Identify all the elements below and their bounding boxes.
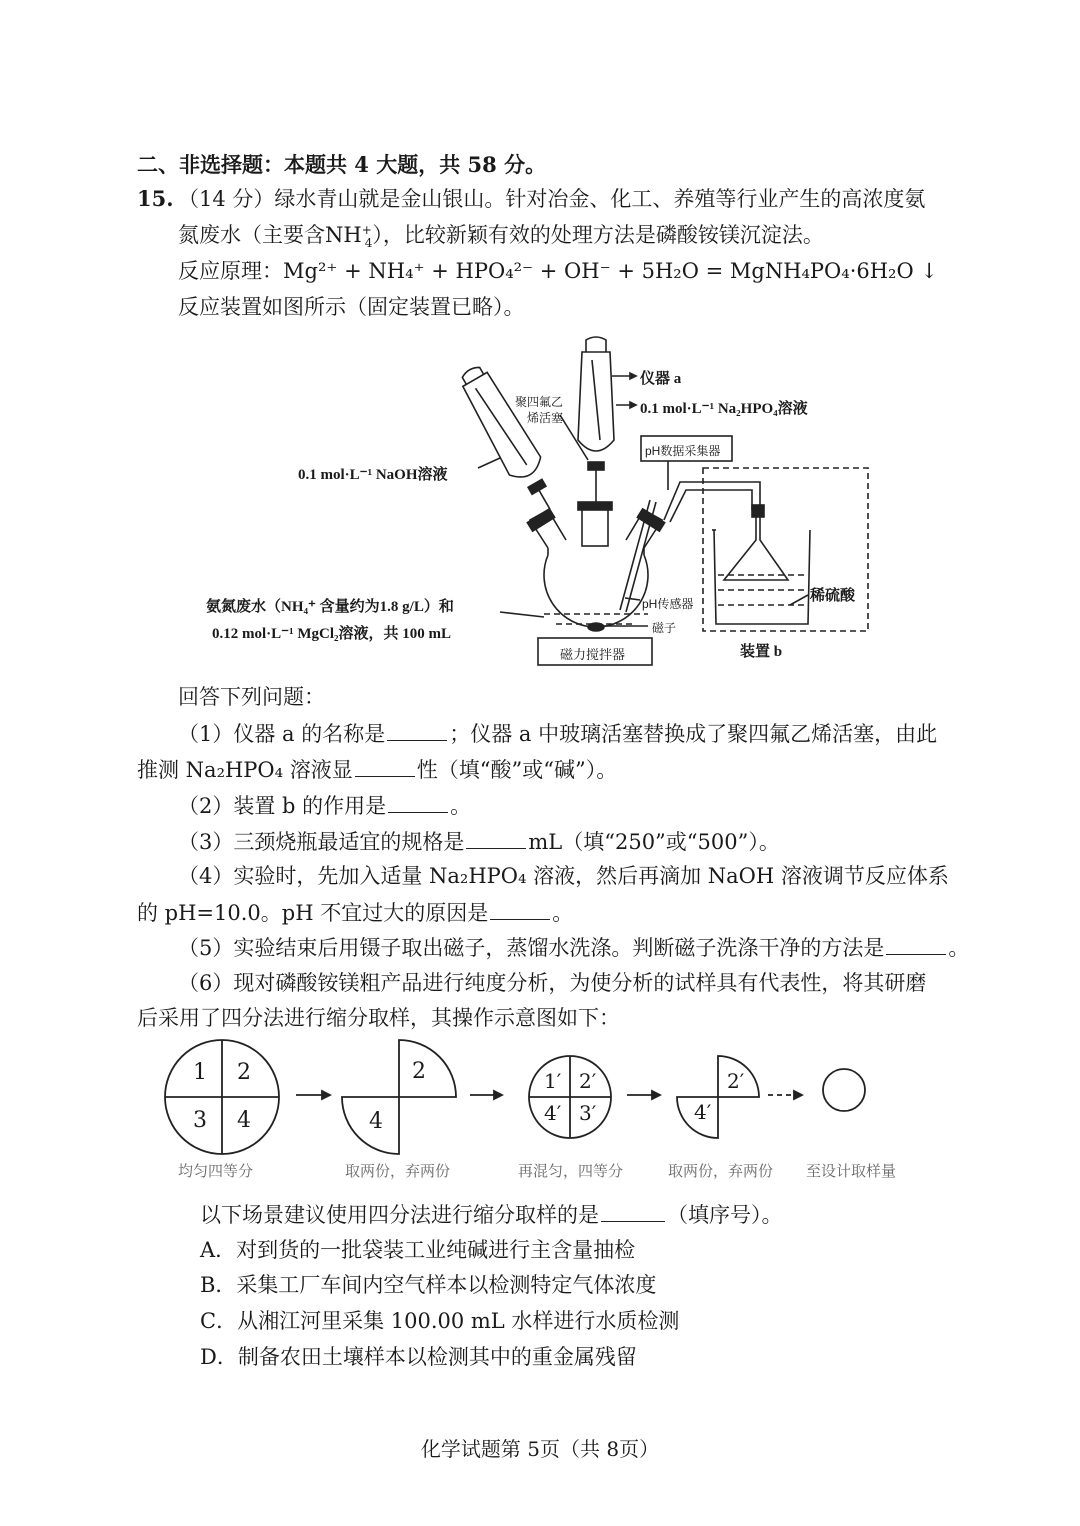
question-2	[178, 790, 471, 821]
question-number: 15.	[137, 186, 174, 211]
reaction-principle	[178, 256, 938, 286]
question-6-line2: 后采用了四分法进行缩分取样，其操作示意图如下：	[137, 1006, 620, 1030]
q4-blank[interactable]	[490, 897, 550, 920]
q1-blank-1[interactable]	[387, 718, 447, 741]
quarter-4: 4	[237, 1108, 251, 1133]
label-ptfe-2: 烯活塞	[527, 411, 564, 425]
label-magnet: 磁子	[652, 621, 677, 635]
question-5	[178, 932, 969, 963]
q1-text-a: （1）仪器 a 的名称是	[178, 722, 386, 746]
q1-text-c: 推测 Na₂HPO₄ 溶液显	[137, 758, 353, 782]
kept-quarter-4: 4	[369, 1109, 383, 1134]
scenario-blank[interactable]	[601, 1199, 665, 1222]
kept-re-quarter-2: 2′	[727, 1069, 745, 1093]
label-instrument-a: 仪器 a	[640, 371, 682, 387]
answer-prompt: 回答下列问题：	[178, 685, 325, 709]
question-3	[178, 826, 780, 857]
q2-text-a: （2）装置 b 的作用是	[178, 794, 387, 818]
option-a: A．对到货的一批袋装工业纯碱进行主含量抽检	[200, 1238, 636, 1262]
intro-text-b: ），比较新颖有效的处理方法是磷酸铵镁沉淀法。	[372, 223, 824, 247]
quarter-2: 2	[237, 1060, 251, 1085]
question-intro-line2: 氮废水（主要含$NH^+_4$），比较新颖有效的处理方法是磷酸铵镁沉淀法。	[178, 223, 824, 251]
re-quarter-4: 4′	[544, 1101, 562, 1125]
scenario-question	[200, 1199, 783, 1230]
quartering-diagram	[0, 1030, 1080, 1155]
caption-step-4: 取两份，弃两份	[668, 1162, 774, 1180]
reaction-label: 反应原理：	[178, 259, 283, 283]
kept-re-quarter-4: 4′	[694, 1100, 712, 1124]
question-intro-line1: （14 分）绿水青山就是金山银山。针对冶金、化工、养殖等行业产生的高浓度氨	[178, 187, 926, 211]
caption-step-3: 再混匀，四等分	[518, 1162, 624, 1180]
kept-quarter-2: 2	[412, 1059, 426, 1084]
q3-text-b: mL（填“250”或“500”）。	[528, 830, 780, 854]
caption-step-2: 取两份，弃两份	[345, 1162, 451, 1180]
q5-text-a: （5）实验结束后用镊子取出磁子，蒸馏水洗涤。判断磁子洗涤干净的方法是	[178, 936, 885, 960]
option-c: C．从湘江河里采集 100.00 mL 水样进行水质检测	[200, 1309, 680, 1333]
scenario-text-a: 以下场景建议使用四分法进行缩分取样的是	[200, 1203, 599, 1227]
quarter-3: 3	[193, 1108, 207, 1133]
apparatus-diagram	[0, 330, 1080, 670]
quarter-1: 1	[193, 1060, 207, 1085]
reaction-equation: Mg²⁺ + NH₄⁺ + HPO₄²⁻ + OH⁻ + 5H₂O = MgNH₄PO₄·6H₂O ↓	[283, 259, 938, 283]
label-na2hpo4-solution: 0.1 mol·L⁻¹ Na₂HPO₄溶液	[640, 401, 808, 417]
caption-step-1: 均匀四等分	[178, 1162, 254, 1180]
label-ptfe-1: 聚四氟乙	[515, 395, 564, 409]
page-footer: 化学试题第 5页（共 8页）	[420, 1437, 660, 1461]
label-naoh-solution: 0.1 mol·L⁻¹ NaOH溶液	[298, 467, 448, 483]
q2-blank[interactable]	[388, 790, 448, 813]
q2-text-b: 。	[450, 794, 472, 818]
re-quarter-1: 1′	[544, 1069, 562, 1093]
label-device-b: 装置 b	[740, 644, 783, 660]
question-1-line2	[137, 754, 617, 785]
question-4-line1: （4）实验时，先加入适量 Na₂HPO₄ 溶液，然后再滴加 NaOH 溶液调节反应体系	[178, 864, 949, 888]
label-ph-sensor: pH传感器	[642, 597, 694, 611]
section-title: 二、非选择题：本题共 4 大题，共 58 分。	[137, 152, 547, 177]
question-4-line2	[137, 897, 573, 928]
q1-text-d: 性（填“酸”或“碱”）。	[416, 758, 618, 782]
option-d: D．制备农田土壤样本以检测其中的重金属残留	[200, 1345, 637, 1369]
label-waste-water-1: 氨氮废水（NH₄⁺ 含量约为1.8 g/L）和	[206, 599, 454, 615]
q5-blank[interactable]	[886, 932, 946, 955]
q4-text-b: 的 pH=10.0。pH 不宜过大的原因是	[137, 901, 489, 925]
q3-text-a: （3）三颈烧瓶最适宜的规格是	[178, 830, 465, 854]
label-magnetic-stirrer: 磁力搅拌器	[560, 647, 626, 662]
intro-text-a: 氮废水（主要含NH	[178, 223, 362, 247]
q5-text-b: 。	[948, 936, 970, 960]
caption-step-5: 至设计取样量	[806, 1162, 897, 1180]
q4-text-c: 。	[552, 901, 574, 925]
question-1-line1	[178, 718, 937, 749]
q1-text-b: ；仪器 a 中玻璃活塞替换成了聚四氟乙烯活塞，由此	[449, 722, 938, 746]
label-waste-water-2: 0.12 mol·L⁻¹ MgCl₂溶液，共 100 mL	[212, 626, 451, 642]
q3-blank[interactable]	[466, 826, 526, 849]
label-dilute-sulfuric-acid: 稀硫酸	[810, 588, 856, 604]
re-quarter-3: 3′	[579, 1101, 597, 1125]
q1-blank-2[interactable]	[355, 754, 415, 777]
option-b: B．采集工厂车间内空气样本以检测特定气体浓度	[200, 1273, 657, 1297]
scenario-text-b: （填序号）。	[667, 1203, 783, 1227]
question-6-line1: （6）现对磷酸铵镁粗产品进行纯度分析，为使分析的试样具有代表性，将其研磨	[178, 971, 927, 995]
apparatus-note: 反应装置如图所示（固定装置已略）。	[178, 295, 525, 319]
label-ph-collector: pH数据采集器	[645, 444, 721, 458]
re-quarter-2: 2′	[579, 1069, 597, 1093]
